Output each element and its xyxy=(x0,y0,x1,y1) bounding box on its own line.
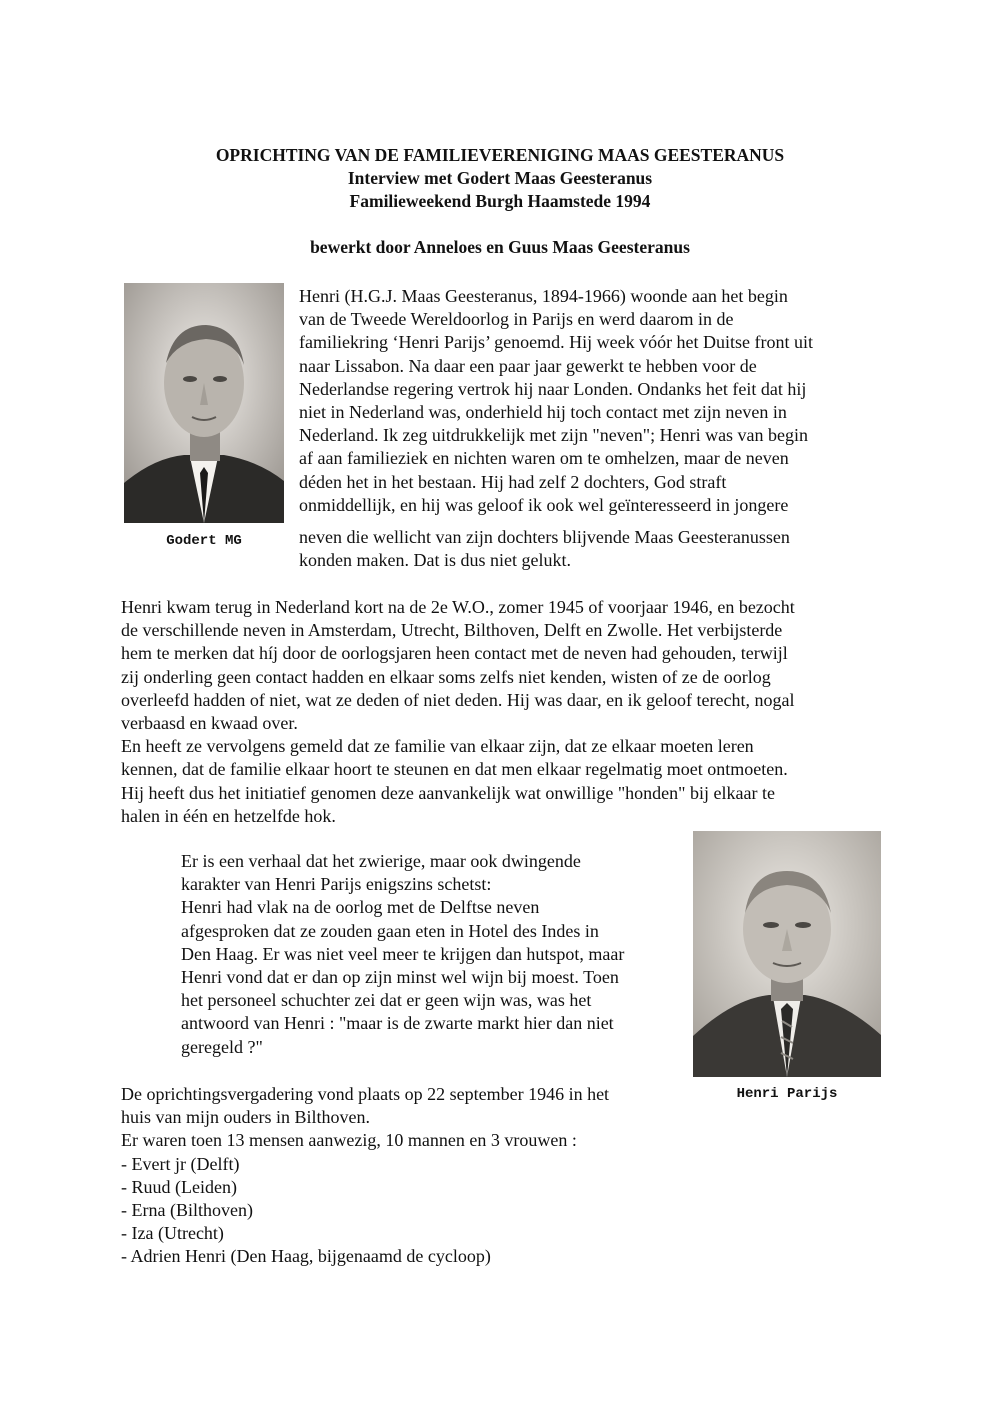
photo-caption-godert: Godert MG xyxy=(166,533,242,549)
text-line: van de Tweede Wereldoorlog in Parijs en werd daarom in de xyxy=(299,309,734,330)
attendee-list-item: - Erna (Bilthoven) xyxy=(121,1200,253,1221)
text-line: Den Haag. Er was niet veel meer te krijgen dan hutspot, maar xyxy=(181,943,625,964)
text-line: geregeld ?" xyxy=(181,1036,263,1057)
text-line: kennen, dat de familie elkaar hoort te steunen en dat men elkaar regelmatig moet ontmoeten. xyxy=(121,759,788,780)
paragraph-return xyxy=(121,596,795,828)
text-line: Nederland. Ik zeg uitdrukkelijk met zijn "neven"; Henri was van begin xyxy=(299,425,809,446)
text-line: De oprichtingsvergadering vond plaats op 22 september 1946 in het xyxy=(121,1084,610,1104)
paragraph-intro xyxy=(299,285,813,517)
text-line: het personeel schuchter zei dat er geen wijn was, was het xyxy=(181,990,592,1011)
text-line: afgesproken dat ze zouden gaan eten in Hotel des Indes in xyxy=(181,920,599,941)
text-line: Henri kwam terug in Nederland kort na de 2e W.O., zomer 1945 of voorjaar 1946, en bezocht xyxy=(121,597,795,617)
paragraph-founding-meeting xyxy=(121,1083,609,1269)
attendee-list-item: - Adrien Henri (Den Haag, bijgenaamd de cycloop) xyxy=(121,1246,491,1267)
text-line: Er is een verhaal dat het zwierige, maar ook dwingende xyxy=(181,851,581,871)
document-subtitle-interview: Interview met Godert Maas Geesteranus xyxy=(347,168,653,188)
text-line: Er waren toen 13 mensen aanwezig, 10 mannen en 3 vrouwen : xyxy=(121,1130,577,1151)
text-line: Hij heeft dus het initiatief genomen deze aanvankelijk wat onwillige "honden" bij elkaar te xyxy=(121,782,775,803)
text-line: Henri had vlak na de oorlog met de Delftse neven xyxy=(181,897,540,918)
document-editors: bewerkt door Anneloes en Guus Maas Geesteranus xyxy=(310,237,690,257)
text-line: niet in Nederland was, onderhield hij toch contact met zijn neven in xyxy=(299,402,787,423)
text-line: verbaasd en kwaad over. xyxy=(121,713,298,734)
text-line: hem te merken dat híj door de oorlogsjaren heen contact met de neven had gehouden, terwijl xyxy=(121,643,788,664)
text-line: zij onderling geen contact hadden en elkaar soms zelfs niet kenden, wisten of ze de oorlog xyxy=(121,666,771,687)
attendee-list-item: - Iza (Utrecht) xyxy=(121,1223,224,1244)
text-line: En heeft ze vervolgens gemeld dat ze familie van elkaar zijn, dat ze elkaar moeten leren xyxy=(121,736,754,757)
text-line: Henri (H.G.J. Maas Geesteranus, 1894-1966) woonde aan het begin xyxy=(299,286,788,306)
paragraph-anecdote xyxy=(181,850,624,1059)
text-line: halen in één en hetzelfde hok. xyxy=(121,805,336,826)
document-title: OPRICHTING VAN DE FAMILIEVERENIGING MAAS GEESTERANUS xyxy=(215,145,785,165)
text-line: Nederlandse regering vertrok hij naar Londen. Ondanks het feit dat hij xyxy=(299,378,807,399)
text-line: karakter van Henri Parijs enigszins schetst: xyxy=(181,874,492,895)
document-subtitle-event: Familieweekend Burgh Haamstede 1994 xyxy=(349,191,651,211)
text-line: antwoord van Henri : "maar is de zwarte markt hier dan niet xyxy=(181,1013,614,1034)
text-line: af aan familieziek en nichten waren om te omhelzen, maar de neven xyxy=(299,448,789,469)
text-line: Henri vond dat er dan op zijn minst wel wijn bij moest. Toen xyxy=(181,967,619,988)
text-line: overleefd hadden of niet, wat ze deden of niet deden. Hij was daar, en ik geloof terecht, nogal xyxy=(121,689,795,710)
text-line: déden het in het bestaan. Hij had zelf 2 dochters, God straft xyxy=(299,471,727,492)
text-line: konden maken. Dat is dus niet gelukt. xyxy=(299,550,571,571)
text-line: neven die wellicht van zijn dochters blijvende Maas Geesteranussen xyxy=(299,527,790,547)
portrait-photo-henri xyxy=(693,831,881,1077)
text-line: onmiddellijk, en hij was geloof ik ook wel geïnteresseerd in jongere xyxy=(299,494,789,515)
text-line: naar Lissabon. Na daar een paar jaar gewerkt te hebben voor de xyxy=(299,355,757,376)
attendee-list-item: - Evert jr (Delft) xyxy=(121,1153,240,1174)
attendee-list-item: - Ruud (Leiden) xyxy=(121,1176,237,1197)
photo-caption-henri: Henri Parijs xyxy=(736,1086,838,1102)
portrait-photo-godert xyxy=(124,283,284,523)
paragraph-intro-continued xyxy=(299,526,790,572)
text-line: familiekring ‘Henri Parijs’ genoemd. Hij week vóór het Duitse front uit xyxy=(299,332,814,353)
text-line: de verschillende neven in Amsterdam, Utrecht, Bilthoven, Delft en Zwolle. Het verbijsterde xyxy=(121,620,783,641)
text-line: huis van mijn ouders in Bilthoven. xyxy=(121,1107,370,1128)
